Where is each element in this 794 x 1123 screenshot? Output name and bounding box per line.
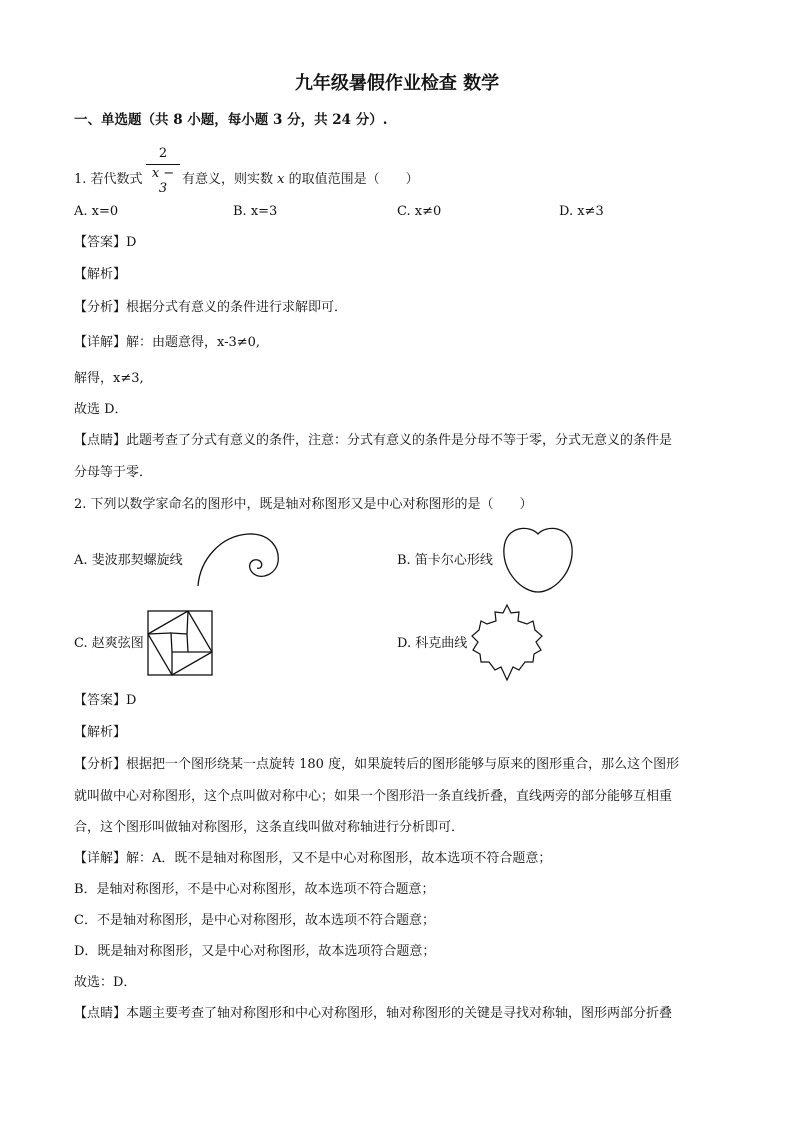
inner-square (171, 633, 188, 652)
q1-analysis-label: 【解析】 (74, 267, 127, 282)
q2-choose: 故选：D． (74, 975, 137, 990)
cardioid-figure (500, 524, 576, 594)
q1-stem-suffix-a: 有意义，则实数 (182, 172, 278, 187)
chord-line-2 (187, 611, 188, 634)
q1-fraction-denominator: x − 3 (151, 166, 175, 196)
q2-analysis-line3: 合，这个图形叫做轴对称图形，这条直线叫做对称轴进行分析即可． (74, 820, 465, 835)
q2-detail-d: D．既是轴对称图形，又是中心对称图形，故本选项符合题意； (74, 944, 436, 959)
q1-option-b[interactable]: B. x=3 (233, 204, 278, 219)
q1-stem-suffix-b: 的取值范围是（ ） (284, 172, 419, 187)
q1-fraction-numerator: 2 (158, 146, 168, 161)
q2-answer: 【答案】D (74, 693, 137, 708)
q1-option-a[interactable]: A. x=0 (74, 204, 119, 219)
q2-analysis-label: 【解析】 (74, 725, 127, 740)
q1-answer: 【答案】D (74, 235, 137, 250)
fibonacci-spiral-figure (192, 530, 284, 588)
q2-option-a[interactable]: A. 斐波那契螺旋线 (74, 553, 183, 568)
q1-fraction-bar (146, 164, 180, 165)
zhao-shuang-chord-figure (147, 610, 213, 676)
cardioid-curve (504, 528, 572, 592)
q1-stem-prefix: 1. 若代数式 (74, 172, 143, 187)
q1-var-x: x (277, 172, 285, 187)
q2-detail-c: C．不是轴对称图形，是中心对称图形，故本选项不符合题意； (74, 913, 435, 928)
q1-comment-line2: 分母等于零． (74, 465, 153, 480)
q2-detail-a: 【详解】解：A．既不是轴对称图形，又不是中心对称图形，故本选项不符合题意； (74, 851, 552, 866)
chord-line-1 (148, 633, 171, 634)
q1-choose: 故选 D． (74, 402, 128, 417)
q1-option-c[interactable]: C. x≠0 (397, 204, 442, 219)
q1-analysis: 【分析】根据分式有意义的条件进行求解即可． (74, 300, 348, 315)
q1-stem-suffix (182, 172, 419, 188)
q1-comment-line1: 【点睛】此题考查了分式有意义的条件，注意：分式有意义的条件是分母不等于零，分式无意义的条件是 (74, 433, 673, 448)
koch-curve (472, 605, 542, 680)
q2-option-d[interactable]: D. 科克曲线 (397, 636, 468, 651)
outer-square (148, 611, 212, 675)
q1-solve: 解得，x≠3, (74, 371, 144, 386)
q1-detail: 【详解】解：由题意得，x-3≠0, (74, 335, 261, 350)
q2-option-b[interactable]: B. 笛卡尔心形线 (397, 553, 493, 568)
page-title: 九年级暑假作业检查 数学 (294, 73, 500, 94)
q2-detail-b: B．是轴对称图形，不是中心对称图形，故本选项不符合题意； (74, 882, 435, 897)
q1-fraction (146, 146, 180, 196)
q2-comment: 【点睛】本题主要考查了轴对称图形和中心对称图形，轴对称图形的关键是寻找对称轴，图形两部分折叠 (74, 1006, 673, 1021)
q1-option-d[interactable]: D. x≠3 (559, 204, 604, 219)
tilted-square (148, 611, 212, 675)
q2-analysis-line2: 就叫做中心对称图形，这个点叫做对称中心；如果一个图形沿一条直线折叠，直线两旁的部分能够互相重 (74, 789, 673, 804)
q2-stem: 2. 下列以数学家命名的图形中，既是轴对称图形又是中心对称图形的是（ ） (74, 497, 533, 512)
section-header: 一、单选题（共 8 小题，每小题 3 分，共 24 分）. (74, 112, 388, 128)
q2-option-c[interactable]: C. 赵爽弦图 (74, 636, 144, 651)
q2-analysis-line1: 【分析】根据把一个图形绕某一点旋转 180 度，如果旋转后的图形能够与原来的图形重合，那么这个图形 (74, 757, 680, 772)
spiral-curve (198, 534, 278, 586)
koch-snowflake-figure (470, 604, 544, 682)
